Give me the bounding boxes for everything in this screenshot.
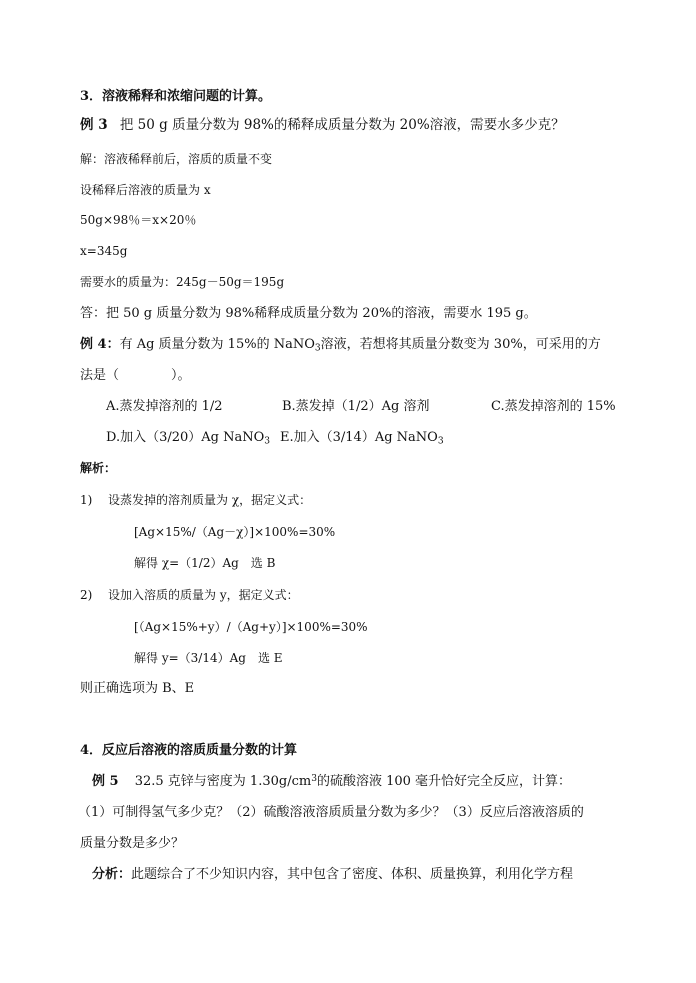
- example4-option-d: [106, 430, 271, 447]
- example5-label: 例 5: [92, 774, 119, 789]
- section3-heading: 3．溶液稀释和浓缩问题的计算。: [80, 89, 272, 104]
- example3-label: 例 3: [80, 117, 108, 133]
- example4-question-sub: 3: [314, 343, 321, 354]
- example4-label: 例 4：: [80, 337, 120, 352]
- example3-step4: 需要水的质量为：245g－50g＝195g: [80, 275, 285, 289]
- example4-option-d-main: D.加入（3/20）Ag NaNO: [106, 430, 265, 445]
- example4-option-e-sub: 3: [437, 436, 444, 447]
- section4-heading: 4．反应后溶液的溶质质量分数的计算: [80, 743, 298, 758]
- example4-case1-num: 1): [80, 493, 93, 507]
- example5-text-part1: 32.5 克锌与密度为 1.30g/cm: [134, 774, 312, 789]
- example4-case2-num: 2): [80, 588, 93, 602]
- example4-case2-formula: [（Ag×15%+y）/（Ag+y）]×100%=30%: [134, 620, 368, 634]
- example4-case1-text: 设蒸发掉的溶剂质量为 χ，据定义式：: [108, 493, 312, 507]
- example4-case2-text: 设加入溶质的质量为 y，据定义式：: [108, 588, 299, 602]
- example5-analysis-text: 此题综合了不少知识内容，其中包含了密度、体积、质量换算，利用化学方程: [131, 867, 574, 882]
- example4-case2-result: 解得 y=（3/14）Ag 选 E: [134, 651, 283, 665]
- example3-solution-intro: 解：溶液稀释前后，溶质的质量不变: [80, 152, 273, 166]
- example4-question-line1: [80, 337, 601, 354]
- example3-step2: 50g×98％＝x×20％: [80, 213, 197, 227]
- example3-answer: 答：把 50 g 质量分数为 98%稀释成质量分数为 20%的溶液，需要水 195 g。: [80, 306, 537, 321]
- example5-text-sup: 3: [311, 773, 317, 784]
- example3-step3: x=345g: [80, 244, 128, 258]
- example4-option-a: A.蒸发掉溶剂的 1/2: [106, 399, 223, 414]
- example4-option-e: [280, 430, 444, 447]
- example5-line1: [92, 775, 571, 788]
- example4-case1-result: 解得 χ=（1/2）Ag 选 B: [134, 556, 276, 570]
- example4-conclusion: 则正确选项为 B、E: [80, 681, 195, 696]
- example3-step1: 设稀释后溶液的质量为 x: [80, 183, 211, 197]
- example3-question-line: [80, 119, 565, 133]
- example5-analysis-line: [92, 868, 573, 881]
- example3-question: 把 50 g 质量分数为 98%的稀释成质量分数为 20%溶液，需要水多少克？: [119, 117, 565, 133]
- example4-option-e-main: E.加入（3/14）Ag NaNO: [280, 430, 438, 445]
- example5-text-part2: 的硫酸溶液 100 毫升恰好完全反应，计算：: [316, 774, 572, 789]
- example4-option-d-sub: 3: [264, 436, 271, 447]
- example4-question-line2: 法是（ ）。: [80, 368, 191, 383]
- example4-analysis-label: 解析：: [80, 461, 117, 475]
- example4-question-part1: 有 Ag 质量分数为 15%的 NaNO: [119, 337, 315, 352]
- example5-line2: （1）可制得氢气多少克？（2）硫酸溶液溶质质量分数为多少？（3）反应后溶液溶质的: [78, 805, 584, 820]
- example4-case1-formula: [Ag×15%/（Ag－χ）]×100%=30%: [134, 525, 336, 539]
- example4-option-c: C.蒸发掉溶剂的 15%: [491, 399, 616, 414]
- example4-option-b: B.蒸发掉（1/2）Ag 溶剂: [282, 399, 430, 414]
- example5-line3: 质量分数是多少？: [80, 836, 185, 851]
- example5-analysis-label: 分析：: [92, 867, 132, 882]
- example4-question-part2: 溶液，若想将其质量分数变为 30%，可采用的方: [320, 337, 601, 352]
